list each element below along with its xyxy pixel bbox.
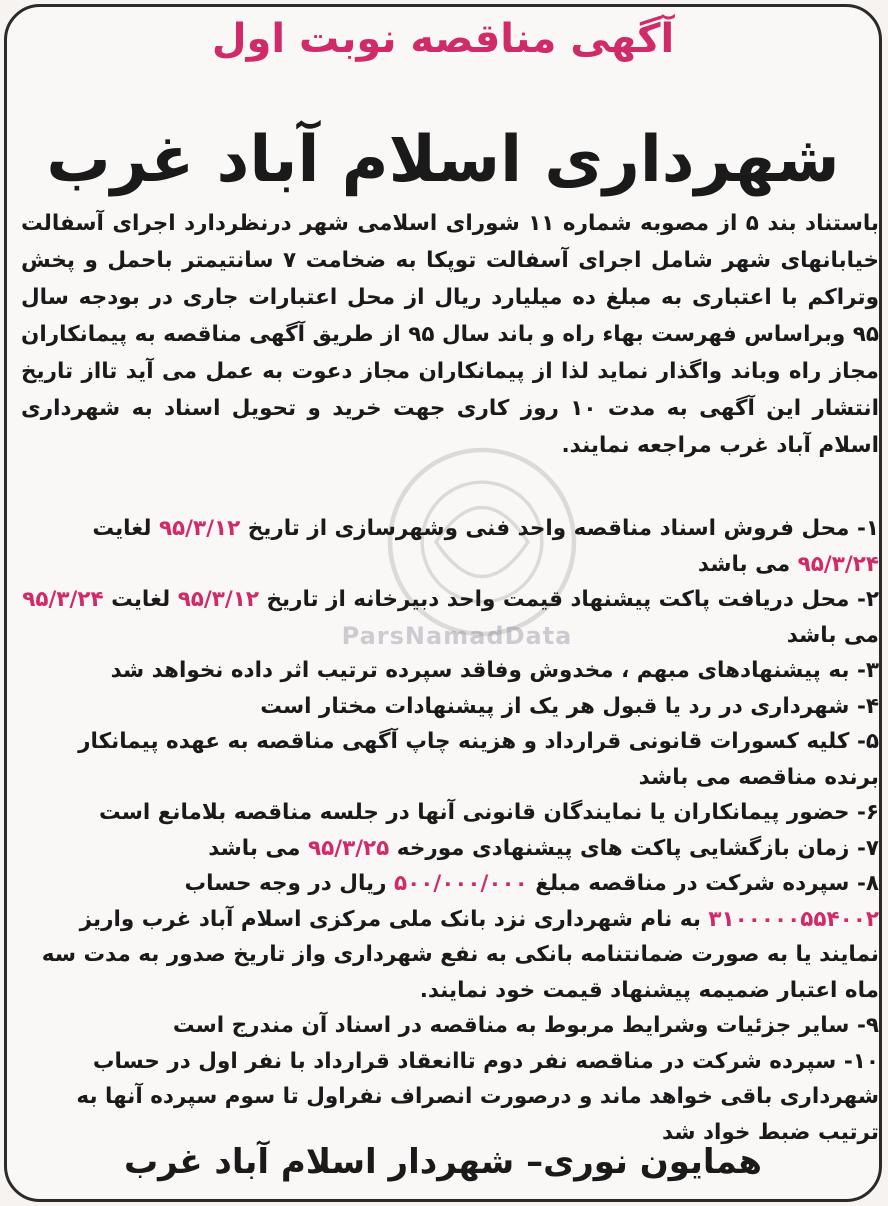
deposit-amount: ۵۰۰/۰۰۰/۰۰۰ bbox=[393, 871, 528, 896]
item-number: ۸- bbox=[856, 871, 879, 896]
item-text: زمان بازگشایی پاکت های پیشنهادی مورخه bbox=[389, 835, 850, 861]
item-text: کلیه کسورات قانونی قرارداد و هزینه چاپ آگهی مناقصه به عهده پیمانکار برنده مناقصه می باشد bbox=[78, 729, 879, 790]
date-end: ۹۵/۳/۲۴ bbox=[797, 551, 879, 577]
item-text: می باشد bbox=[697, 551, 798, 577]
list-item bbox=[21, 866, 879, 1008]
item-text: به پیشنهادهای مبهم ، مخدوش وفاقد سپرده ترتیب اثر داده نخواهد شد bbox=[110, 658, 850, 683]
item-text: لغایت bbox=[92, 516, 159, 541]
organization-title: شهرداری اسلام آباد غرب bbox=[46, 123, 840, 197]
intro-paragraph: باستناد بند ۵ از مصوبه شماره ۱۱ شورای اسلامی شهر درنظردارد اجرای آسفالت خیابانهای شهر شامل اجرای آسفالت توپکا به ضخامت ۷ سانتیمتر باحمل و پخش وتراکم با اعتباری به مبلغ ده میلیارد ریال از محل اعتبارات جاری در بودجه سال ۹۵ وبراساس فهرست بهاء راه و باند سال ۹۵ از طریق آگهی مناقصه به پیمانکاران مجاز راه وباند واگذار نماید لذا از پیمانکاران مجاز دعوت به عمل می آید تااز تاریخ انتشار این آگهی به مدت ۱۰ روز کاری جهت خرید و تحویل اسناد به شهرداری اسلام آباد غرب مراجعه نمایند. bbox=[21, 211, 880, 458]
item-number: ۶- bbox=[856, 800, 879, 825]
item-number: ۷- bbox=[856, 835, 879, 861]
notice-frame bbox=[4, 4, 882, 1202]
date-start: ۹۵/۳/۱۲ bbox=[158, 516, 241, 541]
list-item bbox=[21, 653, 879, 689]
watermark: ParsNamadData bbox=[341, 622, 573, 650]
item-number: ۳- bbox=[856, 658, 879, 683]
signature-line: همایون نوری– شهردار اسلام آباد غرب bbox=[124, 1142, 762, 1182]
item-text: سپرده شرکت در مناقصه نفر دوم تاانعقاد قرارداد با نفر اول در حساب شهرداری باقی خواهد ماند و درصورت انصراف نفراول تا سوم سپرده آنها به ترتیب ضبط خواد شد bbox=[76, 1048, 879, 1145]
item-text: به نام شهرداری نزد بانک ملی مرکزی اسلام آباد غرب واریز نمایند یا به صورت ضمانتنامه بانکی به نفع شهرداری واز تاریخ صدور به مدت سه ماه اعتبار ضمیمه پیشنهاد قیمت خود نمایند. bbox=[41, 906, 879, 1003]
item-number: ۴- bbox=[856, 693, 879, 719]
list-item bbox=[21, 795, 879, 831]
account-number: ۳۱۰۰۰۰۰۵۵۴۰۰۲ bbox=[708, 906, 879, 932]
date-end: ۹۵/۳/۲۴ bbox=[22, 587, 104, 612]
item-text: سپرده شرکت در مناقصه مبلغ bbox=[527, 871, 850, 896]
item-number: ۲- bbox=[856, 587, 879, 612]
item-text: لغایت bbox=[103, 587, 178, 612]
item-number: ۵- bbox=[856, 729, 879, 754]
item-number: ۱۰- bbox=[843, 1048, 879, 1074]
opening-date: ۹۵/۳/۲۵ bbox=[307, 835, 390, 861]
conditions-list bbox=[21, 511, 879, 1150]
list-item bbox=[21, 1008, 879, 1044]
item-text: سایر جزئیات وشرایط مربوط به مناقصه در اسناد آن مندرج است bbox=[172, 1013, 850, 1038]
item-text: ریال در وجه حساب bbox=[184, 871, 394, 896]
item-text: می باشد bbox=[786, 622, 879, 648]
date-start: ۹۵/۳/۱۲ bbox=[177, 587, 260, 612]
list-item bbox=[21, 689, 879, 725]
list-item bbox=[21, 511, 879, 582]
item-text: حضور پیمانکاران یا نمایندگان قانونی آنها در جلسه مناقصه بلامانع است bbox=[98, 800, 850, 825]
item-text: شهرداری در رد یا قبول هر یک از پیشنهادات مختار است bbox=[260, 693, 850, 719]
item-number: ۹- bbox=[856, 1013, 879, 1038]
list-item bbox=[21, 831, 879, 867]
item-text: محل فروش اسناد مناقصه واحد فنی وشهرسازی از تاریخ bbox=[240, 516, 850, 541]
item-text: محل دریافت پاکت پیشنهاد قیمت واحد دبیرخانه از تاریخ bbox=[259, 587, 850, 612]
item-text: می باشد bbox=[208, 835, 308, 861]
list-item bbox=[21, 582, 879, 653]
notice-title: آگهی مناقصه نوبت اول bbox=[211, 16, 675, 62]
list-item bbox=[21, 724, 879, 795]
item-number: ۱- bbox=[856, 516, 879, 541]
